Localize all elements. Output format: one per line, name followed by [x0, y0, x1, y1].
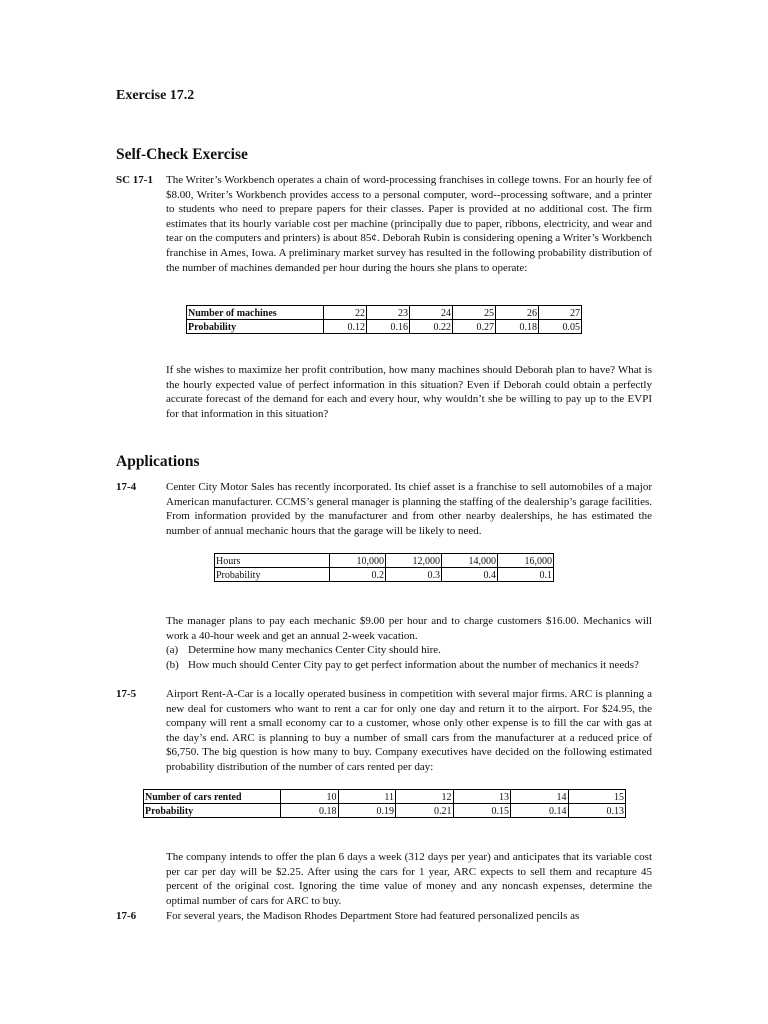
- table-cell: 0.1: [498, 568, 554, 582]
- table-cell: 0.3: [386, 568, 442, 582]
- table-cell: 0.05: [539, 320, 582, 334]
- table-cell: 14,000: [442, 554, 498, 568]
- table-row: [215, 568, 554, 582]
- sc-17-1-question: If she wishes to maximize her profit contribution, how many machines should Deborah plan to have? What is the hourly expected value of perfect information in this situation? Even if Deborah could obtain a perfectly accurate forecast of the demand for each and every hour, why wouldn’t she be willing to pay up to the EVPI for that information in this situation?: [166, 364, 652, 420]
- table-cell: 0.4: [442, 568, 498, 582]
- table-cell: 16,000: [498, 554, 554, 568]
- table-cell: 15: [568, 790, 626, 804]
- table-cell: 25: [453, 306, 496, 320]
- machines-probability-table: [186, 305, 582, 334]
- table-row-label: Number of cars rented: [144, 790, 281, 804]
- problem-17-4-label: 17-4: [116, 481, 137, 493]
- problem-17-4-followup: The manager plans to pay each mechanic $9.00 per hour and to charge customers $16.00. Mechanics will work a 40-hour week and get an annual 2-week vacation.: [166, 615, 652, 642]
- table-row: [187, 320, 582, 334]
- list-item-text: Determine how many mechanics Center City should hire.: [188, 644, 441, 656]
- self-check-heading: Self-Check Exercise: [116, 146, 248, 163]
- table-cell: 11: [338, 790, 396, 804]
- table-row: [187, 306, 582, 320]
- list-marker: (a): [166, 644, 179, 656]
- list-item: [166, 658, 652, 673]
- table-cell: 22: [324, 306, 367, 320]
- list-item-text: How much should Center City pay to get perfect information about the number of mechanics it needs?: [188, 658, 639, 671]
- table-row: [215, 554, 554, 568]
- table-cell: 0.19: [338, 804, 396, 818]
- cars-rented-probability-table: [143, 789, 626, 818]
- table-cell: 23: [367, 306, 410, 320]
- table-row-label: Probability: [187, 320, 324, 334]
- table-cell: 0.21: [396, 804, 454, 818]
- table-cell: 0.16: [367, 320, 410, 334]
- table-cell: 12,000: [386, 554, 442, 568]
- table-cell: 0.27: [453, 320, 496, 334]
- table-cell: 0.12: [324, 320, 367, 334]
- sc-17-1-text: The Writer’s Workbench operates a chain of word-processing franchises in college towns. For an hourly fee of $8.00, Writer’s Workbench provides access to a personal computer, word--processing software, and a printer to students who need to prepare papers for their classes. Paper is provided at no additional cost. The firm estimates that its hourly variable cost per machine (principally due to paper, ribbons, electricity, and wear and tear on the computers and printers) is about 85¢. Deborah Rubin is considering opening a Writer’s Workbench franchise in Ames, Iowa. A preliminary market survey has resulted in the following probability distribution of the number of machines demanded per hour during the hours she plans to operate:: [166, 174, 652, 274]
- table-cell: 0.14: [511, 804, 569, 818]
- exercise-title: Exercise 17.2: [116, 88, 195, 103]
- table-row: [144, 790, 626, 804]
- problem-17-4-subparts: [166, 643, 652, 672]
- table-cell: 0.18: [281, 804, 339, 818]
- problem-17-4-text: Center City Motor Sales has recently incorporated. Its chief asset is a franchise to sell automobiles of a major American manufacturer. CCMS’s general manager is planning the staffing of the dealership’s garage facilities. From information provided by the manufacturer and from other nearby dealerships, he has estimated the number of annual mechanic hours that the garage will be likely to need.: [166, 481, 652, 537]
- table-cell: 10: [281, 790, 339, 804]
- list-marker: (b): [166, 658, 179, 671]
- table-row: [144, 804, 626, 818]
- table-cell: 14: [511, 790, 569, 804]
- table-cell: 0.2: [330, 568, 386, 582]
- problem-17-6-label: 17-6: [116, 910, 137, 922]
- table-cell: 0.13: [568, 804, 626, 818]
- table-row-label: Probability: [144, 804, 281, 818]
- table-cell: 12: [396, 790, 454, 804]
- table-cell: 27: [539, 306, 582, 320]
- hours-probability-table: [214, 553, 554, 582]
- problem-17-6-text: For several years, the Madison Rhodes Department Store had featured personalized pencils as: [166, 910, 580, 922]
- table-cell: 24: [410, 306, 453, 320]
- problem-17-5-followup: The company intends to offer the plan 6 days a week (312 days per year) and anticipates that its variable cost per car per day will be $2.25. After using the cars for 1 year, ARC expects to sell them and recapture 45 percent of the original cost. Ignoring the time value of money and any noncash expenses, determine the optimal number of cars for ARC to buy.: [166, 851, 652, 907]
- table-cell: 13: [453, 790, 511, 804]
- table-row-label: Number of machines: [187, 306, 324, 320]
- list-item: [166, 643, 652, 658]
- problem-17-5-text: Airport Rent-A-Car is a locally operated business in competition with several major firms. ARC is planning a new deal for customers who want to rent a car for only one day and return it to the airport. For $24.95, the company will rent a small economy car to a customer, whose only other expense is to fill the car with gas at the day’s end. ARC is planning to buy a number of small cars from the manufacturer at a reduced price of $6,750. The big question is how many to buy. Company executives have decided on the following estimated probability distribution of the number of cars rented per day:: [166, 688, 652, 773]
- table-cell: 0.18: [496, 320, 539, 334]
- table-row-label: Hours: [215, 554, 330, 568]
- table-cell: 0.22: [410, 320, 453, 334]
- table-cell: 10,000: [330, 554, 386, 568]
- applications-heading: Applications: [116, 453, 200, 470]
- problem-17-5-label: 17-5: [116, 688, 137, 700]
- table-cell: 0.15: [453, 804, 511, 818]
- table-row-label: Probability: [215, 568, 330, 582]
- sc-17-1-label: SC 17-1: [116, 174, 153, 186]
- table-cell: 26: [496, 306, 539, 320]
